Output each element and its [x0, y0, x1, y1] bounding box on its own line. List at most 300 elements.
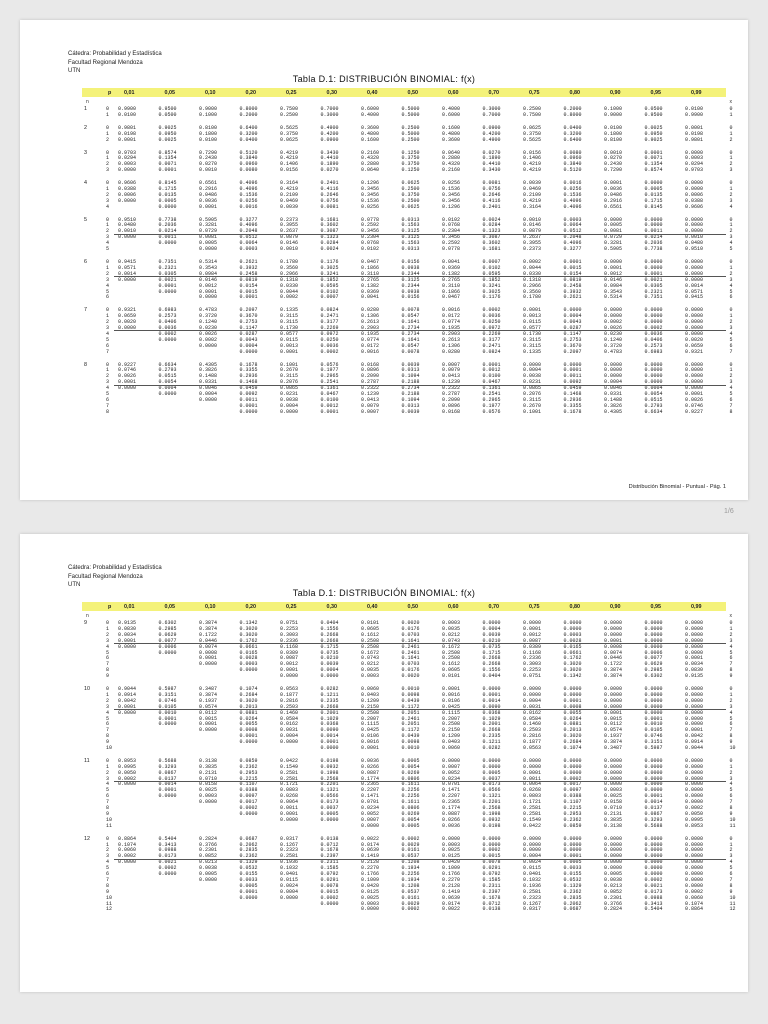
prob-cell: 0.0001 — [158, 715, 177, 722]
prob-cell: 0.1168 — [523, 649, 542, 656]
prob-cell: 0.2670 — [280, 367, 299, 374]
prob-cell: 0.0154 — [563, 270, 582, 277]
prob-cell: 0.0100 — [482, 373, 501, 380]
prob-cell: 0.0001 — [199, 655, 218, 662]
prob-cell: 0.2880 — [361, 161, 380, 168]
prob-cell: 0.0000 — [685, 721, 704, 728]
prob-cell: 0.1641 — [401, 637, 420, 644]
prob-cell: 0.0532 — [563, 876, 582, 883]
prob-cell: 0.0284 — [320, 240, 339, 247]
prob-cell: 0.0000 — [604, 781, 623, 788]
x-value-right: 7 — [729, 402, 733, 409]
prob-cell: 0.0002 — [401, 906, 420, 913]
prob-cell: 0.0000 — [563, 757, 582, 764]
n-block — [82, 361, 733, 415]
prob-cell: 0.2109 — [280, 191, 299, 198]
prob-cell: 0.0041 — [442, 259, 461, 265]
x-value: 2 — [106, 228, 110, 235]
prob-cell: 0.0156 — [523, 149, 542, 156]
n-value: 8 — [84, 361, 87, 368]
prob-cell: 0.0214 — [644, 234, 663, 241]
x-value: 4 — [106, 240, 110, 247]
x-value-right: 11 — [729, 822, 736, 829]
prob-cell: 0.0002 — [199, 336, 218, 343]
prob-cell: 0.0000 — [644, 847, 663, 854]
p-value: 0,40 — [367, 603, 378, 610]
prob-cell: 0.0022 — [442, 906, 461, 913]
prob-cell: 0.0000 — [685, 620, 704, 626]
prob-cell: 0.0000 — [199, 661, 218, 668]
prob-cell: 0.0198 — [482, 822, 501, 829]
prob-cell: 0.0000 — [644, 307, 663, 314]
prob-cell: 0.0703 — [401, 631, 420, 638]
prob-cell: 0.3277 — [563, 246, 582, 253]
prob-cell: 0.9415 — [685, 294, 704, 301]
prob-cell: 0.0174 — [361, 841, 380, 848]
prob-cell: 0.0000 — [523, 763, 542, 770]
prob-cell: 0.0467 — [361, 259, 380, 265]
prob-cell: 0.1890 — [482, 155, 501, 162]
table-row — [82, 246, 733, 253]
x-value: 7 — [106, 402, 110, 409]
prob-cell: 0.0046 — [604, 385, 623, 392]
x-value: 2 — [106, 270, 110, 277]
prob-cell: 0.0007 — [442, 361, 461, 368]
prob-cell: 0.0000 — [685, 361, 704, 368]
x-value: 0 — [106, 361, 110, 368]
prob-cell: 0.0000 — [685, 319, 704, 326]
prob-cell: 0.0710 — [199, 775, 218, 782]
prob-cell: 0.1239 — [442, 379, 461, 386]
prob-cell: 0.0007 — [442, 763, 461, 770]
prob-cell: 0.0988 — [644, 894, 663, 901]
prob-cell: 0.2541 — [320, 379, 339, 386]
x-value-right: 0 — [729, 124, 733, 131]
prob-cell: 0.0044 — [280, 288, 299, 295]
prob-cell: 0.1563 — [401, 222, 420, 229]
prob-cell: 0.1780 — [523, 294, 542, 301]
x-value-right: 4 — [729, 330, 733, 337]
prob-cell: 0.0010 — [604, 149, 623, 156]
prob-cell: 0.0000 — [604, 775, 623, 782]
prob-cell: 0.0469 — [280, 197, 299, 204]
prob-cell: 0.0031 — [280, 727, 299, 734]
x-value-right: 9 — [729, 888, 733, 895]
prob-cell: 0.0584 — [280, 715, 299, 722]
prob-cell: 0.0105 — [158, 703, 177, 710]
prob-cell: 0.9606 — [118, 180, 137, 187]
prob-cell: 0.2215 — [239, 775, 258, 782]
prob-cell: 0.0881 — [239, 709, 258, 716]
prob-cell: 0.0010 — [280, 246, 299, 253]
x-value-right: 0 — [729, 620, 733, 626]
prob-cell: 0.0000 — [685, 270, 704, 277]
x-value: 1 — [106, 313, 110, 320]
prob-cell: 0.4800 — [361, 130, 380, 137]
prob-cell: 0.0036 — [482, 313, 501, 320]
prob-cell: 0.6983 — [644, 348, 663, 355]
prob-cell: 0.3670 — [239, 313, 258, 320]
prob-cell: 0.0000 — [604, 686, 623, 692]
prob-cell: 0.0313 — [401, 402, 420, 409]
x-value-right: 6 — [729, 294, 733, 301]
prob-cell: 0.0054 — [644, 391, 663, 397]
table-row — [82, 906, 736, 913]
prob-cell: 0.2048 — [563, 234, 582, 241]
prob-cell: 0.4305 — [604, 408, 623, 415]
prob-cell: 0.0000 — [685, 859, 704, 866]
x-value: 6 — [106, 655, 110, 662]
prob-cell: 0.0887 — [442, 810, 461, 817]
prob-cell: 0.0629 — [158, 631, 177, 638]
prob-cell: 0.0052 — [361, 810, 380, 817]
n-block — [82, 180, 733, 210]
prob-cell: 0.0055 — [239, 721, 258, 728]
table-title: Tabla D.1: DISTRIBUCIÓN BINOMIAL: f(x) — [292, 74, 476, 84]
n-value: 1 — [84, 106, 87, 112]
prob-cell: 0.0000 — [685, 149, 704, 156]
prob-cell: 0.0003 — [604, 787, 623, 794]
prob-cell: 0.1774 — [361, 775, 380, 782]
prob-cell: 0.0000 — [320, 673, 339, 680]
prob-cell: 0.2668 — [320, 631, 339, 638]
p-value: 0,80 — [569, 89, 580, 96]
prob-cell: 0.2090 — [442, 396, 461, 403]
prob-cell: 0.1306 — [442, 342, 461, 349]
prob-cell: 0.2344 — [401, 270, 420, 277]
prob-cell: 0.0768 — [361, 240, 380, 247]
prob-cell: 0.3177 — [320, 319, 339, 326]
x-value-right: 3 — [729, 197, 733, 204]
x-value: 4 — [106, 282, 110, 289]
prob-cell: 0.0000 — [158, 203, 177, 210]
x-value: 5 — [106, 246, 110, 253]
prob-cell: 0.0038 — [199, 865, 218, 872]
prob-cell: 0.2508 — [361, 637, 380, 644]
prob-cell: 0.0213 — [604, 882, 623, 889]
prob-cell: 0.0025 — [644, 124, 663, 131]
prob-cell: 0.5314 — [604, 294, 623, 301]
prob-cell: 0.0000 — [644, 319, 663, 326]
prob-cell: 0.0005 — [199, 240, 218, 247]
prob-cell: 0.1406 — [523, 155, 542, 162]
prob-cell: 0.0004 — [199, 391, 218, 397]
p-value: 0,70 — [488, 89, 499, 96]
prob-cell: 0.0480 — [118, 222, 137, 229]
prob-cell: 0.5404 — [158, 835, 177, 842]
prob-cell: 0.0330 — [523, 270, 542, 277]
prob-cell: 0.0467 — [320, 391, 339, 397]
prob-cell: 0.0004 — [280, 733, 299, 740]
x-value: 6 — [106, 871, 110, 878]
prob-cell: 0.9321 — [118, 307, 137, 314]
prob-cell: 0.0819 — [239, 276, 258, 283]
prob-cell: 0.0515 — [644, 396, 663, 403]
prob-cell: 0.0154 — [239, 282, 258, 289]
prob-cell: 0.0000 — [644, 637, 663, 644]
prob-cell: 0.0000 — [118, 385, 137, 392]
prob-cell: 0.0313 — [401, 216, 420, 223]
prob-cell: 0.0005 — [482, 769, 501, 776]
x-value: 4 — [106, 643, 110, 650]
prob-cell: 0.3138 — [199, 757, 218, 764]
prob-cell: 0.0268 — [523, 787, 542, 794]
prob-cell: 0.0071 — [158, 161, 177, 168]
prob-cell: 0.1074 — [118, 841, 137, 848]
prob-cell: 0.0000 — [523, 620, 542, 626]
prob-cell: 0.0000 — [644, 859, 663, 866]
prob-cell: 0.0010 — [685, 234, 704, 241]
prob-cell: 0.0000 — [685, 871, 704, 878]
prob-cell: 0.2471 — [320, 313, 339, 320]
prob-cell: 0.1032 — [280, 865, 299, 872]
prob-cell: 0.0480 — [685, 240, 704, 247]
prob-cell: 0.0000 — [685, 643, 704, 650]
prob-cell: 0.2336 — [523, 655, 542, 662]
prob-cell: 0.0000 — [644, 865, 663, 872]
prob-cell: 0.0012 — [320, 402, 339, 409]
prob-cell: 0.1107 — [239, 781, 258, 788]
prob-cell: 0.0071 — [644, 155, 663, 162]
prob-cell: 0.3835 — [604, 816, 623, 823]
prob-cell: 0.0792 — [482, 871, 501, 878]
prob-cell: 0.1000 — [604, 106, 623, 112]
prob-cell: 0.0000 — [685, 185, 704, 192]
prob-cell: 0.0012 — [523, 631, 542, 638]
prob-cell: 0.0007 — [482, 259, 501, 265]
prob-cell: 0.2835 — [563, 894, 582, 901]
prob-cell: 0.2097 — [563, 348, 582, 355]
p-value: 0,30 — [326, 603, 337, 610]
prob-cell: 0.0005 — [644, 185, 663, 192]
prob-cell: 0.0250 — [482, 319, 501, 326]
prob-cell: 0.0008 — [604, 643, 623, 650]
prob-cell: 0.0097 — [563, 787, 582, 794]
prob-cell: 0.0425 — [361, 727, 380, 734]
x-value-right: 3 — [729, 637, 733, 644]
prob-cell: 0.0014 — [158, 781, 177, 788]
prob-cell: 0.0005 — [604, 871, 623, 878]
prob-cell: 0.4900 — [482, 136, 501, 143]
prob-cell: 0.0000 — [320, 745, 339, 751]
x-value: 5 — [106, 336, 110, 343]
prob-cell: 0.0081 — [320, 203, 339, 210]
prob-cell: 0.2304 — [361, 234, 380, 241]
prob-cell: 0.0001 — [644, 270, 663, 277]
prob-cell: 0.2621 — [239, 259, 258, 265]
prob-cell: 0.0001 — [685, 391, 704, 397]
prob-cell: 0.0000 — [280, 673, 299, 680]
prob-cell: 0.2471 — [482, 342, 501, 349]
prob-cell: 0.0661 — [563, 649, 582, 656]
prob-cell: 0.3600 — [442, 136, 461, 143]
prob-cell: 0.0106 — [361, 733, 380, 740]
prob-cell: 0.1762 — [563, 655, 582, 662]
prob-cell: 0.2508 — [442, 721, 461, 728]
prob-cell: 0.0230 — [604, 330, 623, 337]
prob-cell: 0.4219 — [280, 185, 299, 192]
prob-cell: 0.0146 — [280, 240, 299, 247]
prob-cell: 0.2787 — [442, 391, 461, 397]
prob-cell: 0.0168 — [361, 361, 380, 368]
prob-cell: 0.0774 — [361, 336, 380, 343]
prob-cell: 0.1361 — [482, 385, 501, 392]
prob-cell: 0.0305 — [644, 282, 663, 289]
prob-cell: 0.1074 — [685, 900, 704, 907]
prob-cell: 0.0865 — [523, 385, 542, 392]
prob-cell: 0.0001 — [280, 667, 299, 674]
prob-cell: 0.8574 — [644, 167, 663, 174]
prob-cell: 0.0625 — [401, 180, 420, 187]
prob-cell: 0.0000 — [158, 793, 177, 800]
prob-cell: 0.2581 — [523, 805, 542, 812]
prob-cell: 0.0078 — [482, 859, 501, 866]
prob-cell: 0.0000 — [563, 361, 582, 368]
prob-cell: 0.0778 — [442, 246, 461, 253]
prob-cell: 0.0100 — [604, 124, 623, 131]
prob-cell: 0.0751 — [523, 673, 542, 680]
prob-cell: 0.0015 — [320, 888, 339, 895]
x-value-right: 0 — [729, 216, 733, 223]
prob-cell: 0.5120 — [563, 167, 582, 174]
prob-cell: 0.4219 — [280, 149, 299, 156]
prob-cell: 0.0100 — [199, 136, 218, 143]
p-value: 0,99 — [691, 89, 702, 96]
prob-cell: 0.2335 — [320, 697, 339, 704]
x-value-right: 5 — [729, 865, 733, 872]
x-value: 6 — [106, 294, 110, 301]
prob-cell: 0.3874 — [604, 673, 623, 680]
x-value: 0 — [106, 259, 110, 265]
prob-cell: 0.0176 — [401, 625, 420, 632]
prob-cell: 0.0198 — [118, 130, 137, 137]
x-value-right: 6 — [729, 396, 733, 403]
prob-cell: 0.2508 — [442, 655, 461, 662]
prob-cell: 0.0010 — [199, 167, 218, 174]
x-value-right: 5 — [729, 336, 733, 343]
x-value: 0 — [106, 149, 110, 156]
x-value-right: 3 — [729, 167, 733, 174]
prob-cell: 0.0422 — [280, 757, 299, 764]
prob-cell: 0.0039 — [401, 361, 420, 368]
prob-cell: 0.0198 — [685, 130, 704, 137]
prob-cell: 0.4200 — [320, 130, 339, 137]
prob-cell: 0.2816 — [523, 733, 542, 740]
prob-cell: 0.0000 — [158, 721, 177, 728]
prob-cell: 0.3355 — [563, 402, 582, 409]
prob-cell: 0.0000 — [644, 871, 663, 878]
prob-cell: 0.3750 — [401, 155, 420, 162]
prob-cell: 0.0039 — [523, 180, 542, 187]
prob-cell: 0.2965 — [482, 396, 501, 403]
prob-cell: 0.9801 — [118, 124, 137, 131]
prob-cell: 0.7290 — [199, 149, 218, 156]
x-value: 3 — [106, 637, 110, 644]
prob-cell: 0.0038 — [604, 876, 623, 883]
prob-cell: 0.0425 — [442, 703, 461, 710]
x-value-right: 2 — [729, 847, 733, 854]
prob-cell: 0.0005 — [320, 810, 339, 817]
x-value-right: 7 — [729, 348, 733, 355]
prob-cell: 0.0000 — [685, 703, 704, 710]
prob-cell: 0.0101 — [442, 673, 461, 680]
prob-cell: 0.0050 — [118, 769, 137, 776]
prob-cell: 0.0000 — [685, 876, 704, 883]
prob-cell: 0.5688 — [644, 822, 663, 829]
prob-cell: 0.0369 — [361, 288, 380, 295]
prob-cell: 0.2646 — [482, 191, 501, 198]
prob-cell: 0.6000 — [442, 111, 461, 118]
prob-cell: 0.0002 — [644, 324, 663, 331]
prob-cell: 0.2365 — [361, 781, 380, 788]
prob-cell: 0.0004 — [158, 385, 177, 392]
prob-cell: 0.2301 — [604, 894, 623, 901]
prob-cell: 0.1240 — [604, 336, 623, 343]
prob-cell: 0.2076 — [523, 391, 542, 397]
prob-cell: 0.0400 — [239, 136, 258, 143]
x-value: 5 — [106, 288, 110, 295]
prob-cell: 0.0039 — [320, 661, 339, 668]
x-label: x — [729, 99, 732, 105]
prob-cell: 0.0006 — [644, 649, 663, 656]
x-value-right: 4 — [729, 781, 733, 788]
prob-cell: 0.0156 — [401, 294, 420, 301]
x-value-right: 6 — [729, 871, 733, 878]
prob-cell: 0.2253 — [523, 667, 542, 674]
prob-cell: 0.0659 — [685, 342, 704, 349]
prob-cell: 0.1936 — [523, 882, 542, 889]
prob-cell: 0.0074 — [604, 649, 623, 656]
prob-cell: 0.1721 — [280, 781, 299, 788]
prob-cell: 0.1329 — [563, 882, 582, 889]
x-value: 10 — [106, 816, 113, 823]
prob-cell: 0.2301 — [199, 847, 218, 854]
prob-cell: 0.0231 — [523, 379, 542, 386]
prob-cell: 0.0003 — [199, 793, 218, 800]
prob-cell: 0.0003 — [442, 841, 461, 848]
prob-cell: 0.0004 — [644, 385, 663, 392]
prob-cell: 0.0036 — [158, 324, 177, 331]
prob-cell: 0.2311 — [482, 882, 501, 889]
row-separator — [114, 643, 726, 644]
prob-cell: 0.1556 — [320, 625, 339, 632]
prob-cell: 0.0039 — [401, 408, 420, 415]
prob-cell: 0.0078 — [401, 307, 420, 314]
prob-cell: 0.9801 — [685, 136, 704, 143]
x-value: 5 — [106, 787, 110, 794]
prob-cell: 0.3955 — [523, 240, 542, 247]
n-value: 10 — [84, 686, 90, 692]
prob-cell: 0.3138 — [604, 822, 623, 829]
prob-cell: 0.0212 — [361, 661, 380, 668]
x-value: 3 — [106, 276, 110, 283]
prob-cell: 0.0081 — [482, 180, 501, 187]
prob-cell: 0.0000 — [685, 379, 704, 386]
prob-cell: 0.0803 — [280, 787, 299, 794]
prob-cell: 0.1935 — [442, 324, 461, 331]
prob-cell: 0.7738 — [158, 216, 177, 223]
prob-cell: 0.1335 — [280, 307, 299, 314]
prob-cell: 0.2051 — [401, 709, 420, 716]
prob-cell: 0.0079 — [361, 402, 380, 409]
prob-cell: 0.0087 — [280, 655, 299, 662]
n-value: 7 — [84, 307, 87, 314]
prob-cell: 0.2916 — [604, 197, 623, 204]
prob-cell: 0.0000 — [685, 775, 704, 782]
prob-cell: 0.0026 — [199, 330, 218, 337]
prob-cell: 0.0000 — [644, 769, 663, 776]
prob-cell: 0.0571 — [685, 288, 704, 295]
